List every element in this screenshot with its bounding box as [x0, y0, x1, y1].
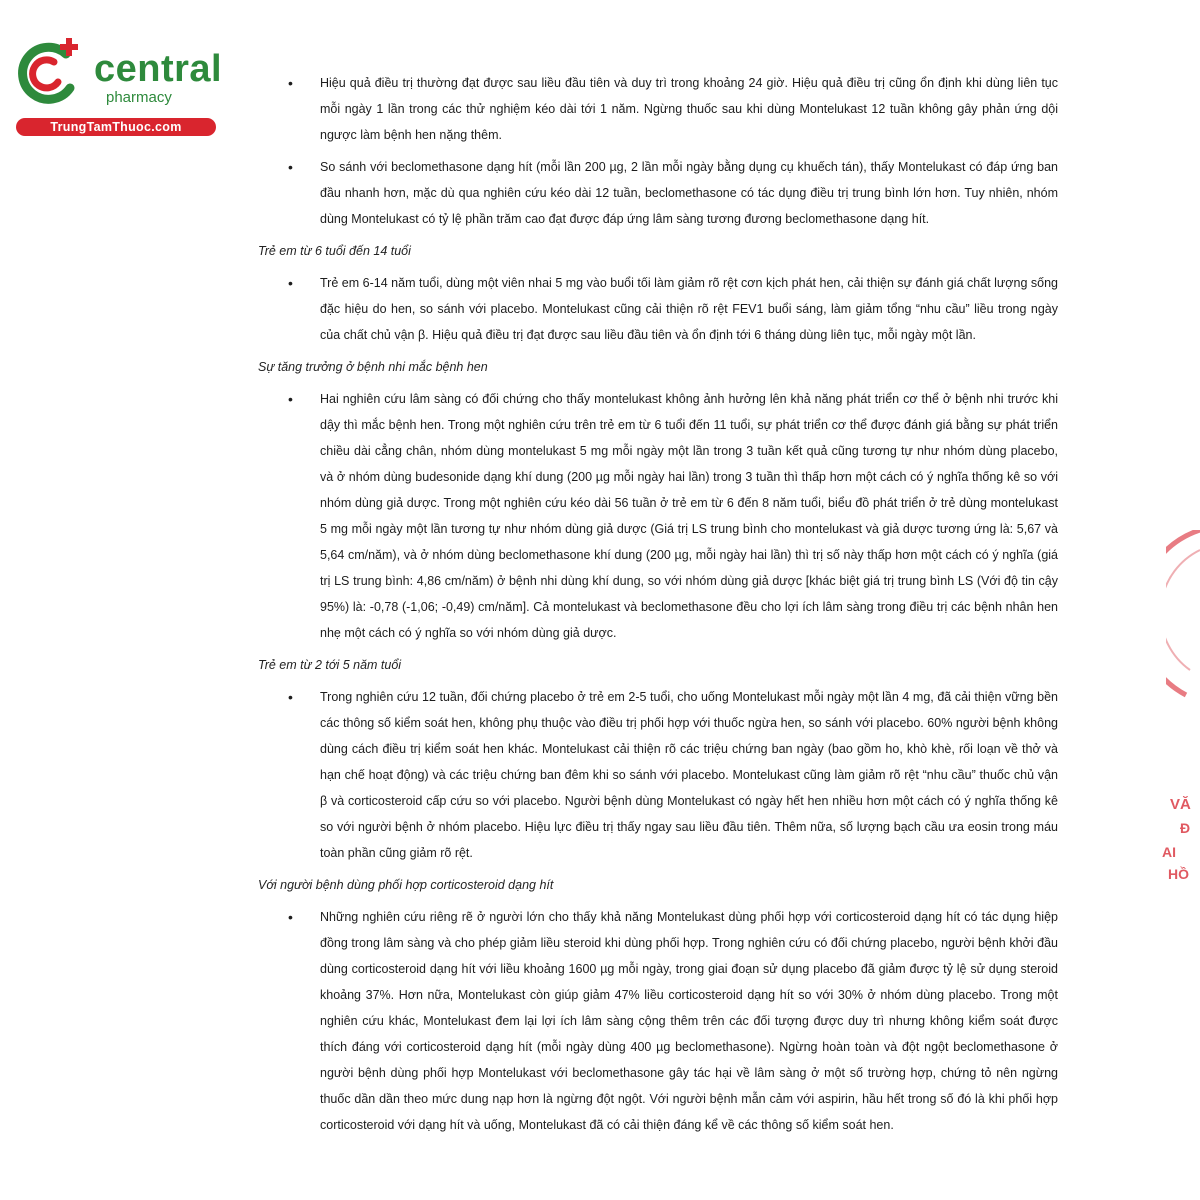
paragraph-text: Hai nghiên cứu lâm sàng có đối chứng cho thấy montelukast không ảnh hưởng lên khả năng phát triển cơ thể ở bệnh nhi trước khi dậy thì mắc bệnh hen. Trong một nghiên cứu trên trẻ em từ 6 tuổi đến 11 tuổi, sự phát triển cơ thể được đánh giá bằng sự phát triển chiều dài cẳng chân, nhóm dùng montelukast 5 mg mỗi ngày một lần trong 3 tuần kết quả cũng tương tự như nhóm dùng placebo, và ở nhóm dùng budesonide dạng khí dung (200 µg mỗi ngày hai lần) trong 3 tuần thì thấp hơn một cách có ý nghĩa thống kê so với nhóm dùng giả dược. Trong một nghiên cứu kéo dài 56 tuần ở trẻ em từ 6 đến 8 năm tuổi, biểu đồ phát triển ở trẻ dùng montelukast 5 mg mỗi ngày một lần tương tự như nhóm dùng giả dược (Giá trị LS trung bình cho montelukast và giả dược tương ứng là: 5,67 và 5,64 cm/năm), và ở nhóm dùng beclomethasone khí dung (200 µg, mỗi ngày hai lần) thì trị số này thấp hơn một cách có ý nghĩa (giá trị LS trung bình: 4,86 cm/năm) ở bệnh nhi dùng khí dung, so với nhóm dùng giả dược [khác biệt giá trị trung bình LS (Với độ tin cậy 95%) là: -0,78 (-1,06; -0,49) cm/năm]. Cả montelukast và beclomethasone đều cho lợi ích lâm sàng trong điều trị các bệnh nhân hen nhẹ một cách có ý nghĩa so với nhóm dùng giả dược.	[320, 392, 1058, 640]
seal-text-1: VĂ	[1170, 796, 1191, 813]
paragraph-text: Trong nghiên cứu 12 tuần, đối chứng placebo ở trẻ em 2-5 tuổi, cho uống Montelukast mỗi ngày một lần 4 mg, đã cải thiện vững bền các thông số kiểm soát hen, không phụ thuộc vào điều trị phối hợp với thuốc ngừa hen, so sánh với placebo. 60% người bệnh không dùng cách điều trị kiểm soát hen khác. Montelukast cải thiện rõ các triệu chứng ban ngày (bao gồm ho, khò khè, rối loạn về thở và hạn chế hoạt động) và các triệu chứng ban đêm khi so sánh với placebo. Montelukast cũng làm giảm rõ rệt “nhu cầu” thuốc chủ vận β và corticosteroid cấp cứu so với placebo. Người bệnh dùng Montelukast có ngày hết hen nhiều hơn một cách có ý nghĩa thống kê so với người bệnh ở nhóm placebo. Hiệu lực điều trị thấy ngay sau liều đầu tiên. Thêm nữa, số lượng bạch cầu ưa eosin trong máu toàn phần cũng giảm rõ rệt.	[320, 690, 1058, 860]
section-heading: Trẻ em từ 6 tuổi đến 14 tuổi	[258, 244, 411, 258]
seal-fragment	[1140, 760, 1200, 930]
list-item	[258, 386, 1058, 646]
paragraph-text: Trẻ em 6-14 năm tuổi, dùng một viên nhai 5 mg vào buổi tối làm giảm rõ rệt cơn kịch phát hen, cải thiện sự đánh giá chất lượng sống đặc hiệu do hen, so sánh với placebo. Montelukast cũng cải thiện rõ rệt FEV1 buổi sáng, làm giảm tổng “nhu cầu” liều trong ngày của chất chủ vận β. Hiệu quả điều trị đạt được sau liều đầu tiên và ổn định tới 6 tháng dùng liên tục, mỗi ngày một lần.	[320, 276, 1058, 342]
paragraph-text: Hiệu quả điều trị thường đạt được sau liều đầu tiên và duy trì trong khoảng 24 giờ. Hiệu quả điều trị cũng ổn định khi dùng liên tục mỗi ngày 1 lần trong các thử nghiệm kéo dài tới 1 năm. Ngừng thuốc sau khi dùng Montelukast 12 tuần không gây phản ứng dội ngược làm bệnh hen nặng thêm.	[320, 76, 1058, 142]
bullet-icon: •	[288, 75, 293, 91]
list-item	[258, 904, 1058, 1138]
paragraph-text: So sánh với beclomethasone dạng hít (mỗi lần 200 µg, 2 lần mỗi ngày bằng dụng cụ khuếch tán), thấy Montelukast có đáp ứng ban đầu nhanh hơn, mặc dù qua nghiên cứu kéo dài 12 tuần, beclomethasone có tác dụng điều trị trung bình lớn hơn. Tuy nhiên, nhóm dùng Montelukast có tỷ lệ phần trăm cao đạt được đáp ứng lâm sàng tương đương beclomethasone dạng hít.	[320, 160, 1058, 226]
document-body	[258, 70, 1058, 1144]
brand-url[interactable]: TrungTamThuoc.com	[16, 118, 216, 136]
official-stamp-icon	[1166, 530, 1200, 700]
list-item	[258, 154, 1058, 232]
bullet-icon: •	[288, 159, 293, 175]
seal-text-2: Đ	[1180, 820, 1191, 836]
section-heading: Trẻ em từ 2 tới 5 năm tuổi	[258, 658, 402, 672]
brand-logo[interactable]	[8, 32, 223, 142]
list-item	[258, 684, 1058, 866]
bullet-icon: •	[288, 391, 293, 407]
brand-name: central	[94, 48, 223, 90]
section-heading: Sự tăng trưởng ở bệnh nhi mắc bệnh hen	[258, 360, 488, 374]
bullet-icon: •	[288, 275, 293, 291]
seal-text-4: HỒ	[1168, 866, 1189, 882]
section-heading: Với người bệnh dùng phối hợp corticosteroid dạng hít	[258, 878, 554, 892]
central-pharmacy-logo-icon	[8, 32, 88, 112]
list-item	[258, 70, 1058, 148]
bullet-icon: •	[288, 689, 293, 705]
paragraph-text: Những nghiên cứu riêng rẽ ở người lớn cho thấy khả năng Montelukast dùng phối hợp với corticosteroid dạng hít có tác dụng hiệp đồng trong lâm sàng và cho phép giảm liều steroid khi dùng phối hợp. Trong nghiên cứu có đối chứng placebo, người bệnh khởi đầu dùng corticosteroid dạng hít với liều khoảng 1600 µg mỗi ngày, trong giai đoạn sử dụng placebo đã giảm được tỷ lệ sử dụng steroid khoảng 37%. Hơn nữa, Montelukast còn giúp giảm 47% liều corticosteroid dạng hít so với 30% ở nhóm dùng placebo. Trong một nghiên cứu khác, Montelukast đem lại lợi ích lâm sàng cộng thêm trên các đối tượng được duy trì nhưng không kiểm soát được thích đáng với corticosteroid dạng hít (mỗi ngày dùng 400 µg beclomethasone). Ngừng hoàn toàn và đột ngột beclomethasone ở người bệnh dùng phối hợp Montelukast với beclomethasone gây tác hại về lâm sàng ở một số trường hợp, chứng tỏ nên ngừng thuốc dần dần theo mức dung nạp hơn là ngừng đột ngột. Với người bệnh mẫn cảm với aspirin, hầu hết trong số đó là khi phối hợp corticosteroid với dạng hít và uống, Montelukast đã có cải thiện đáng kể về các thông số kiểm soát hen.	[320, 910, 1058, 1132]
seal-text-3: AI	[1162, 844, 1176, 860]
bullet-icon: •	[288, 909, 293, 925]
brand-subtitle: pharmacy	[106, 89, 172, 106]
list-item	[258, 270, 1058, 348]
